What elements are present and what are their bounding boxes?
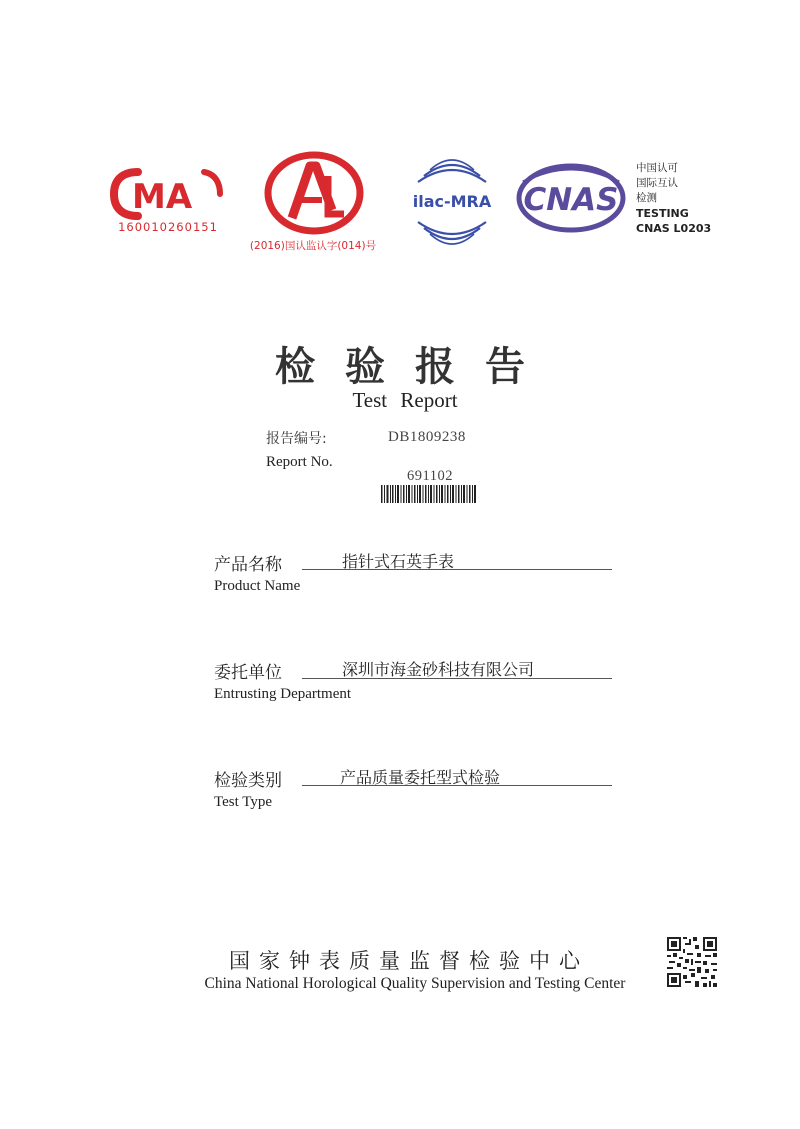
cnas-line-1: 中国认可	[636, 162, 678, 174]
cal-logo	[262, 148, 366, 238]
product-name-underline	[302, 569, 612, 570]
test-type-label-cn: 检验类别	[214, 771, 282, 791]
center-name-en: China National Horological Quality Supervision and Testing Center	[204, 975, 626, 992]
cnas-line-5: CNAS L0203	[636, 222, 712, 235]
product-name-value: 指针式石英手表	[342, 552, 455, 571]
product-name-label-en: Product Name	[214, 578, 301, 594]
report-no-label-cn: 报告编号:	[266, 431, 327, 447]
ilac-mra-logo	[402, 152, 502, 248]
test-type-underline	[302, 785, 612, 786]
cma-number: 160010260151	[118, 220, 218, 234]
title-chinese: 检验报告	[275, 343, 555, 390]
test-type-label-en: Test Type	[214, 794, 273, 810]
entrusting-label-en: Entrusting Department	[214, 686, 352, 702]
qr-code-icon	[667, 937, 717, 987]
cnas-line-4: TESTING	[636, 207, 689, 220]
cal-caption: (2016)国认监认字(014)号	[249, 240, 377, 252]
title-english: Test Report	[352, 388, 458, 412]
entrusting-value: 深圳市海金砂科技有限公司	[342, 660, 535, 679]
test-type-value: 产品质量委托型式检验	[340, 768, 501, 787]
report-number: DB1809238	[388, 429, 466, 445]
barcode	[381, 485, 476, 503]
center-name-cn: 国家钟表质量监督检验中心	[229, 949, 589, 973]
cnas-logo	[515, 160, 627, 236]
product-name-label-cn: 产品名称	[214, 555, 282, 575]
cnas-line-3: 检测	[636, 192, 657, 204]
cma-letters: MA	[132, 177, 193, 217]
entrusting-label-cn: 委托单位	[214, 663, 282, 683]
barcode-number: 691102	[407, 468, 453, 484]
entrusting-underline	[302, 678, 612, 679]
cnas-line-2: 国际互认	[636, 177, 678, 189]
cnas-caption	[636, 161, 711, 236]
cnas-letters: CNAS	[523, 182, 619, 218]
ilac-text: ilac-MRA	[412, 192, 492, 211]
report-no-label-en: Report No.	[266, 454, 333, 470]
cma-logo	[108, 166, 226, 222]
